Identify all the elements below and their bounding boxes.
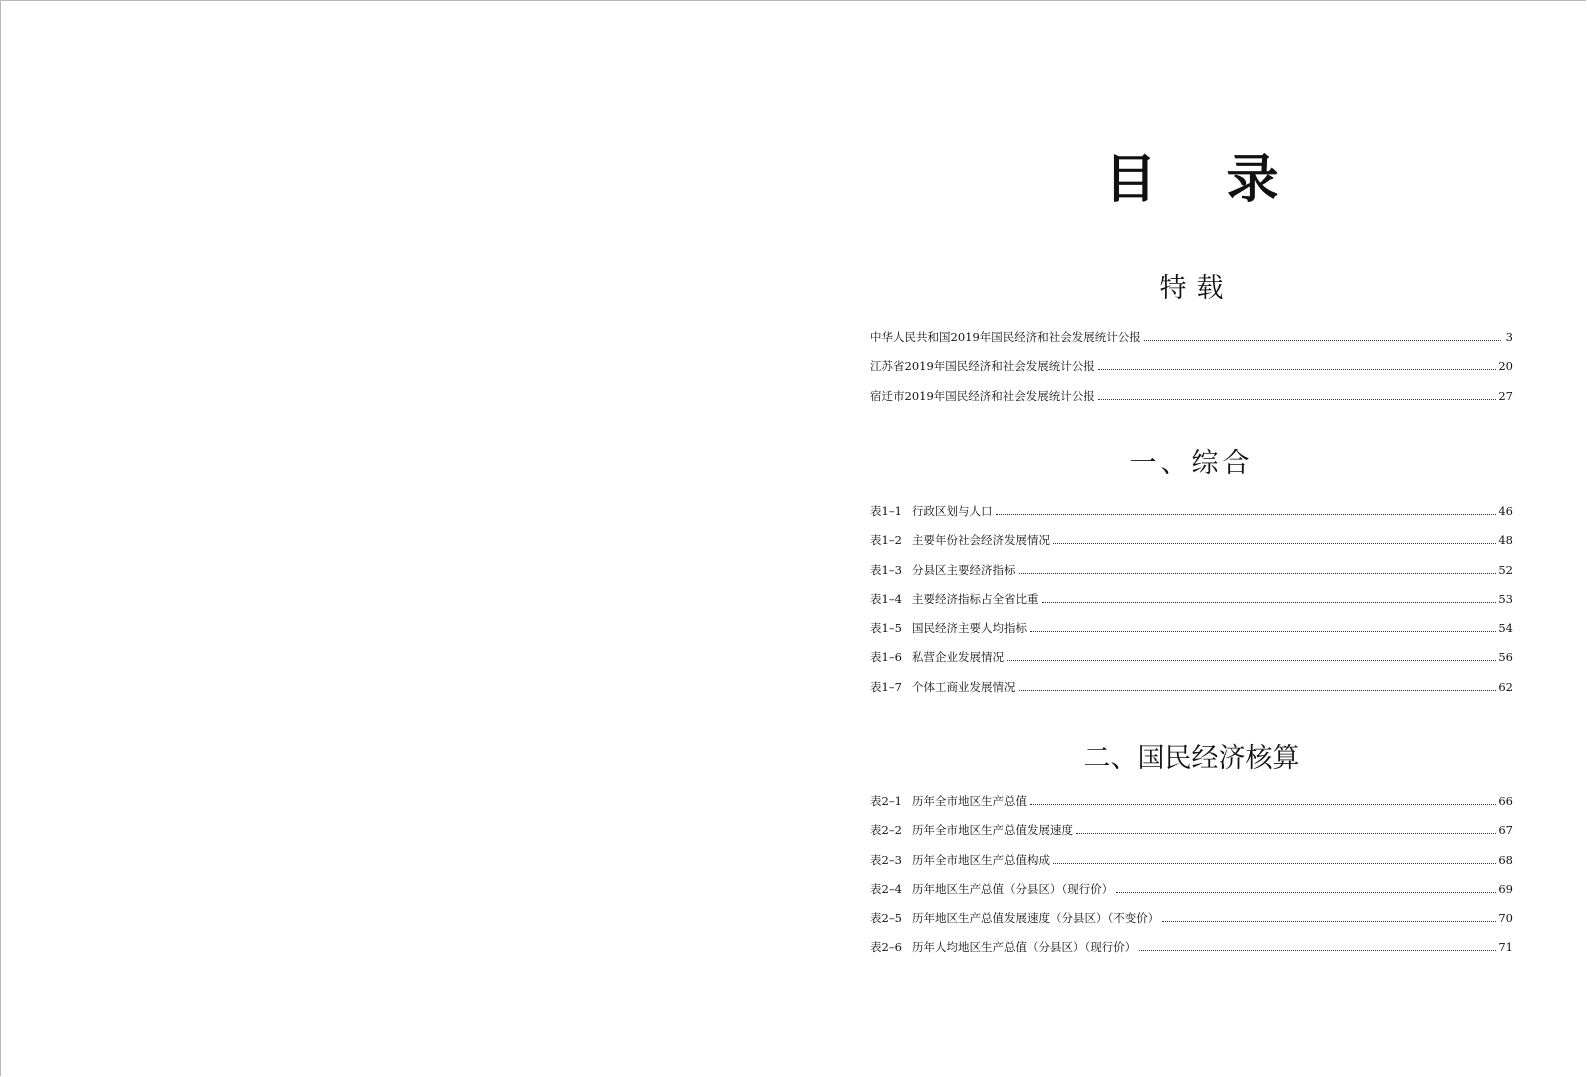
toc-entry-label: 中华人民共和国2019年国民经济和社会发展统计公报: [870, 330, 1141, 344]
toc-entry-label: 宿迁市2019年国民经济和社会发展统计公报: [870, 388, 1095, 403]
toc-entry-page-number: 67: [1498, 823, 1513, 838]
toc-entry-label: 行政区划与人口: [912, 504, 993, 518]
toc-entry[interactable]: [870, 592, 1513, 621]
toc-entry[interactable]: [870, 330, 1513, 359]
toc-entry-number: 表1–7: [870, 679, 902, 694]
toc-entry-page-number: 62: [1498, 679, 1513, 694]
toc-entry-number: 表1–4: [870, 591, 902, 606]
toc-entry[interactable]: [870, 389, 1513, 418]
toc-entry-number: 表1–2: [870, 533, 902, 548]
section-list-general: [870, 504, 1513, 709]
toc-entry-page-number: 66: [1498, 794, 1513, 808]
toc-entry-label: 历年人均地区生产总值（分县区）（现行价）: [912, 940, 1137, 955]
toc-entry[interactable]: [870, 911, 1513, 940]
toc-entry-label: 个体工商业发展情况: [912, 679, 1016, 694]
toc-entry[interactable]: [870, 794, 1513, 823]
toc-entry-number: 表2–1: [870, 794, 902, 808]
dot-leader: [1162, 920, 1496, 922]
toc-entry[interactable]: [870, 680, 1513, 709]
toc-entry-label: 分县区主要经济指标: [912, 562, 1016, 577]
toc-entry-label: 主要经济指标占全省比重: [912, 591, 1039, 606]
dot-leader: [1139, 949, 1496, 951]
toc-entry-page-number: 69: [1498, 881, 1513, 896]
section-list-special: [870, 330, 1513, 418]
toc-entry-label: 私营企业发展情况: [912, 650, 1004, 665]
toc-title: 目录: [1104, 149, 1349, 210]
section-list-national-accounts: [870, 794, 1513, 970]
toc-entry-number: 表1–3: [870, 562, 902, 577]
dot-leader: [1019, 689, 1497, 691]
toc-entry-label: 历年全市地区生产总值: [912, 794, 1027, 808]
dot-leader: [1076, 832, 1496, 834]
toc-entry-page-number: 46: [1498, 504, 1513, 518]
toc-entry[interactable]: [870, 882, 1513, 911]
dot-leader: [1019, 572, 1497, 574]
toc-entry-page-number: 52: [1498, 562, 1513, 577]
toc-entry-page-number: 27: [1498, 388, 1513, 403]
toc-entry-label: 历年全市地区生产总值发展速度: [912, 823, 1073, 838]
dot-leader: [1030, 803, 1496, 805]
toc-entry-page-number: 70: [1498, 911, 1513, 926]
toc-entry-label: 主要年份社会经济发展情况: [912, 533, 1050, 548]
toc-entry-number: 表2–6: [870, 940, 902, 955]
toc-entry-page-number: 56: [1498, 650, 1513, 665]
toc-entry[interactable]: [870, 650, 1513, 679]
section-title-special: 特载: [1159, 273, 1234, 304]
toc-entry-page-number: 20: [1498, 359, 1513, 374]
toc-entry-number: 表2–5: [870, 911, 902, 926]
toc-entry[interactable]: [870, 359, 1513, 388]
toc-entry[interactable]: [870, 533, 1513, 562]
toc-entry[interactable]: [870, 853, 1513, 882]
dot-leader: [1030, 630, 1496, 632]
toc-entry[interactable]: [870, 940, 1513, 969]
table-of-contents-page: [870, 0, 1513, 1077]
toc-entry[interactable]: [870, 823, 1513, 852]
toc-entry-label: 历年全市地区生产总值构成: [912, 852, 1050, 867]
toc-entry-number: 表1–6: [870, 650, 902, 665]
dot-leader: [1053, 542, 1496, 544]
toc-entry-page-number: 53: [1498, 591, 1513, 606]
toc-entry[interactable]: [870, 621, 1513, 650]
toc-entry[interactable]: [870, 563, 1513, 592]
toc-entry-number: 表2–4: [870, 881, 902, 896]
toc-entry-number: 表2–3: [870, 852, 902, 867]
blank-left-page: [0, 0, 793, 1077]
dot-leader: [1116, 891, 1496, 893]
toc-entry-number: 表1–5: [870, 621, 902, 636]
toc-entry-page-number: 71: [1498, 940, 1513, 955]
toc-entry-page-number: 48: [1498, 533, 1513, 548]
toc-entry[interactable]: [870, 504, 1513, 533]
toc-entry-label: 历年地区生产总值发展速度（分县区）（不变价）: [912, 911, 1160, 926]
dot-leader: [1053, 862, 1496, 864]
toc-entry-page-number: 68: [1498, 852, 1513, 867]
toc-entry-number: 表2–2: [870, 823, 902, 838]
toc-entry-label: 国民经济主要人均指标: [912, 621, 1027, 636]
toc-entry-page-number: 54: [1498, 621, 1513, 636]
dot-leader: [1042, 601, 1497, 603]
dot-leader: [1007, 659, 1496, 661]
toc-entry-page-number: 3: [1505, 330, 1513, 344]
dot-leader: [1098, 398, 1497, 400]
section-title-national-accounts: 二、国民经济核算: [1083, 743, 1300, 774]
toc-entry-number: 表1–1: [870, 504, 902, 518]
dot-leader: [1144, 339, 1501, 341]
toc-entry-label: 历年地区生产总值（分县区）（现行价）: [912, 881, 1114, 896]
dot-leader: [996, 513, 1497, 515]
section-title-general: 一、综合: [1129, 448, 1254, 479]
toc-entry-label: 江苏省2019年国民经济和社会发展统计公报: [870, 359, 1095, 374]
dot-leader: [1098, 368, 1497, 370]
